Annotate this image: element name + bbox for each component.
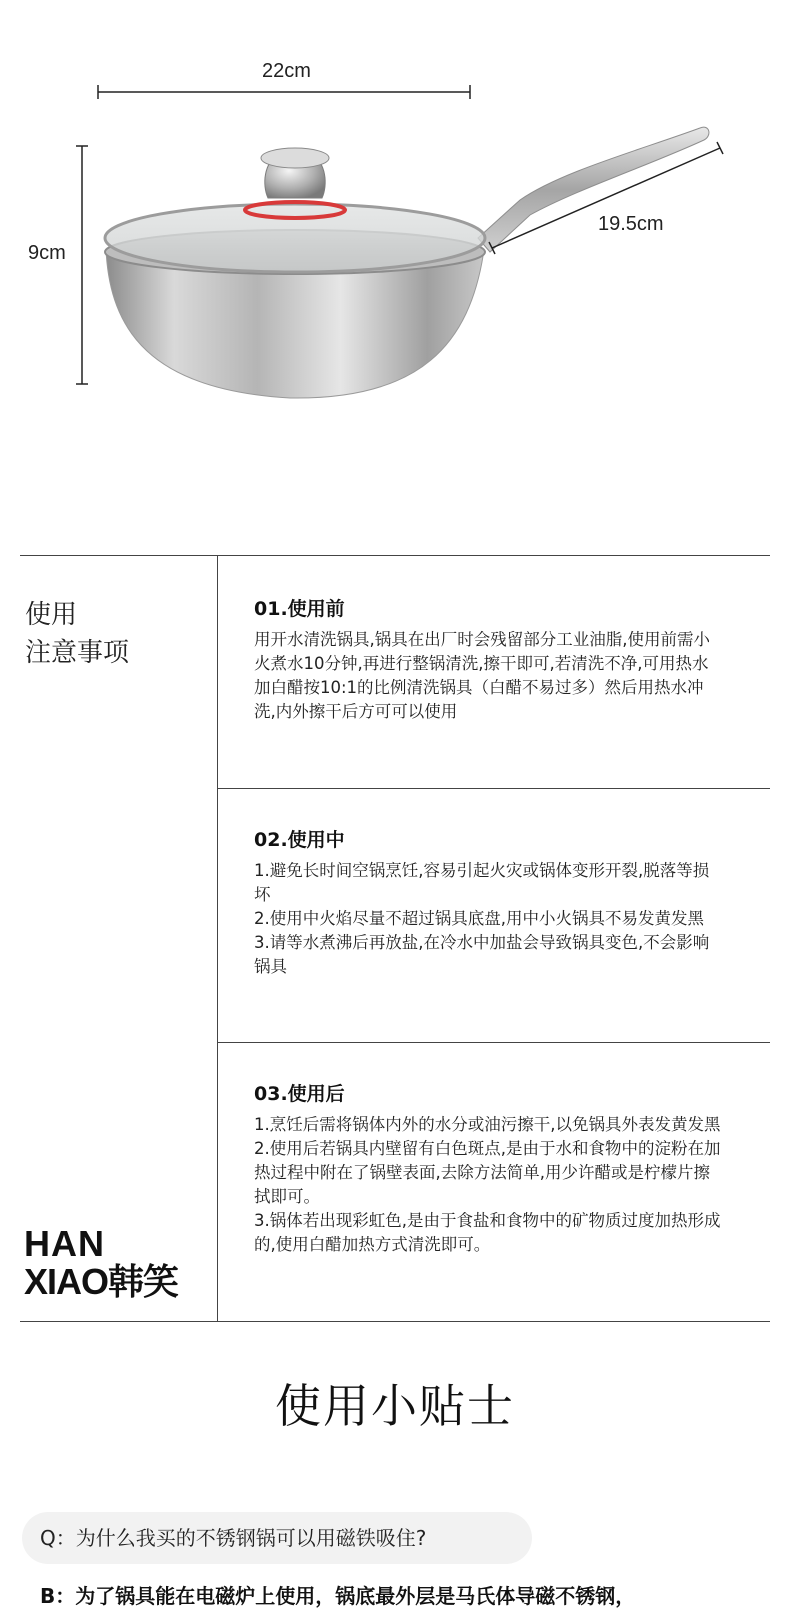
handle <box>478 127 709 252</box>
section-title: 01.使用前 <box>254 598 345 620</box>
section-title: 02.使用中 <box>254 829 345 851</box>
section-title: 03.使用后 <box>254 1083 345 1105</box>
tips-heading: 使用小贴士 <box>275 1379 515 1433</box>
glass-lid <box>105 202 485 272</box>
section-before-use <box>218 556 770 788</box>
section-paragraph: 1.避免长时间空锅烹饪,容易引起火灾或锅体变形开裂,脱落等损坏 <box>254 861 710 904</box>
brand-logo-line: XIAO韩笑 <box>24 1261 179 1302</box>
section-body <box>254 859 724 979</box>
lid-knob <box>261 148 329 198</box>
section-paragraph: 3.请等水煮沸后再放盐,在冷水中加盐会导致锅具变色,不会影响锅具 <box>254 933 710 976</box>
section-paragraph: 2.使用后若锅具内壁留有白色斑点,是由于水和食物中的淀粉在加热过程中附在了锅壁表面,去除方法简单,用少许醋或是柠檬片擦拭即可。 <box>254 1139 721 1206</box>
section-body <box>254 628 724 724</box>
side-title-line: 注意事项 <box>25 638 130 668</box>
usage-notes-table <box>20 555 770 1322</box>
section-paragraph: 用开水清洗锅具,锅具在出厂时会残留部分工业油脂,使用前需小火煮水10分钟,再进行整锅清洗,擦干即可,若清洗不净,可用热水加白醋按10:1的比例清洗锅具（白醋不易过多）然后用热水冲洗,内外擦干后方可可以使用 <box>254 630 710 721</box>
width-dimension-label: 22cm <box>262 60 311 82</box>
height-dimension-label: 9cm <box>28 242 66 264</box>
brand-logo <box>24 1223 179 1302</box>
side-title-line: 使用 <box>25 600 78 630</box>
section-paragraph: 2.使用中火焰尽量不超过锅具底盘,用中小火锅具不易发黄发黑 <box>254 909 704 928</box>
handle-dimension-label: 19.5cm <box>598 213 664 235</box>
section-paragraph: 3.锅体若出现彩虹色,是由于食盐和食物中的矿物质过度加热形成的,使用白醋加热方式清洗即可。 <box>254 1211 721 1254</box>
qa-answer-text: B：为了锅具能在电磁炉上使用，锅底最外层是马氏体导磁不锈钢， <box>40 1584 636 1608</box>
brand-logo-line: HAN <box>24 1223 105 1264</box>
notes-side-title <box>25 596 129 672</box>
product-image-area <box>0 0 790 540</box>
qa-question-bubble: Q：为什么我买的不锈钢锅可以用磁铁吸住? <box>22 1512 532 1564</box>
section-body <box>254 1113 724 1257</box>
section-after-use <box>218 1042 770 1323</box>
section-paragraph: 1.烹饪后需将锅体内外的水分或油污擦干,以免锅具外表发黄发黑 <box>254 1115 721 1134</box>
section-during-use <box>218 788 770 1042</box>
saucepan-illustration <box>0 0 790 540</box>
